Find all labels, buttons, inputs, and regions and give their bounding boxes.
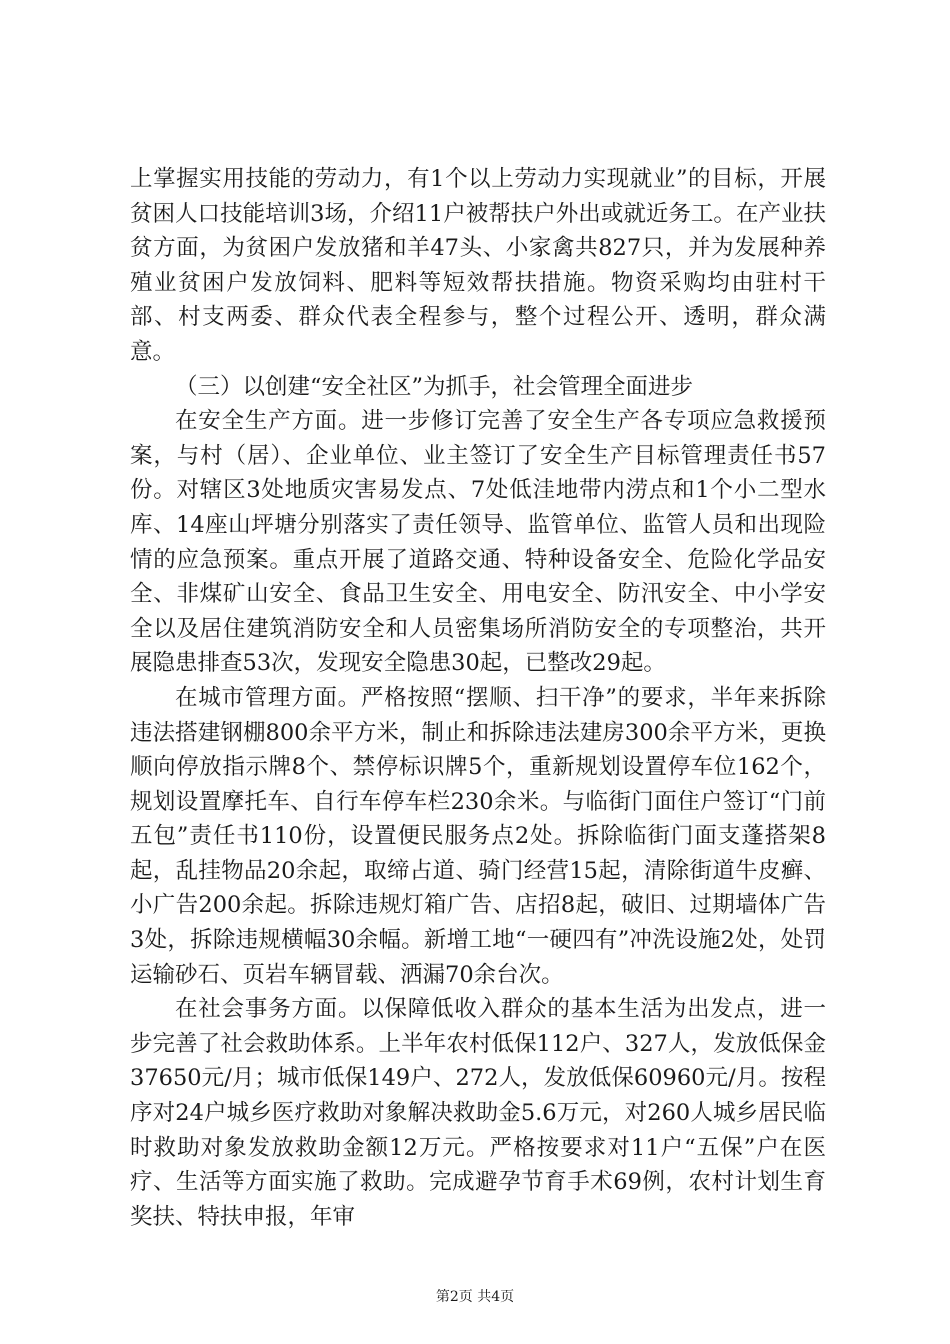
paragraph-city-management: 在城市管理方面。严格按照“摆顺、扫干净”的要求，半年来拆除违法搭建钢棚800余平方米，制止和拆除违法建房300余平方米，更换顺向停放指示牌8个、禁停标识牌5个，重新规划设置停车位162个，规划设置摩托车、自行车停车栏230余米。与临街门面住户签订“门前五包”责任书110份，设置便民服务点2处。拆除临街门面支蓬搭架8起，乱挂物品20余起，取缔占道、骑门经营15起，清除街道牛皮癣、小广告200余起。拆除违规灯箱广告、店招8起，破旧、过期墙体广告3处，拆除违规横幅30余幅。新增工地“一硬四有”冲洗设施2处，处罚运输砂石、页岩车辆冒载、洒漏70余台次。	[130, 684, 826, 988]
paragraph-employment: 上掌握实用技能的劳动力，有1个以上劳动力实现就业”的目标，开展贫困人口技能培训3场，介绍11户被帮扶户外出或就近务工。在产业扶贫方面，为贫困户发放猪和羊47头、小家禽共827只，并为发展种养殖业贫困户发放饲料、肥料等短效帮扶措施。物资采购均由驻村干部、村支两委、群众代表全程参与，整个过程公开、透明，群众满意。	[130, 166, 826, 365]
paragraph-social-affairs: 在社会事务方面。以保障低收入群众的基本生活为出发点，进一步完善了社会救助体系。上半年农村低保112户、327人，发放低保金37650元/月；城市低保149户、272人，发放低保60960元/月。按程序对24户城乡医疗救助对象解决救助金5.6万元，对260人城乡居民临时救助对象发放救助金额12万元。严格按要求对11户“五保”户在医疗、生活等方面实施了救助。完成避孕节育手术69例，农村计划生育奖扶、特扶申报，年审	[130, 996, 826, 1230]
paragraph-safety-production: 在安全生产方面。进一步修订完善了安全生产各专项应急救援预案，与村（居）、企业单位、业主签订了安全生产目标管理责任书57份。对辖区3处地质灾害易发点、7处低洼地带内涝点和1个小二型水库、14座山坪塘分别落实了责任领导、监管单位、监管人员和出现险情的应急预案。重点开展了道路交通、特种设备安全、危险化学品安全、非煤矿山安全、食品卫生安全、用电安全、防汛安全、中小学安全以及居住建筑消防安全和人员密集场所消防安全的专项整治，共开展隐患排查53次，发现安全隐患30起，已整改29起。	[130, 408, 826, 677]
document-body	[130, 162, 826, 1234]
page-number-footer: 第2页 共4页	[435, 1289, 515, 1305]
section-heading-safe-community: （三）以创建“安全社区”为抓手，社会管理全面进步	[175, 373, 694, 400]
